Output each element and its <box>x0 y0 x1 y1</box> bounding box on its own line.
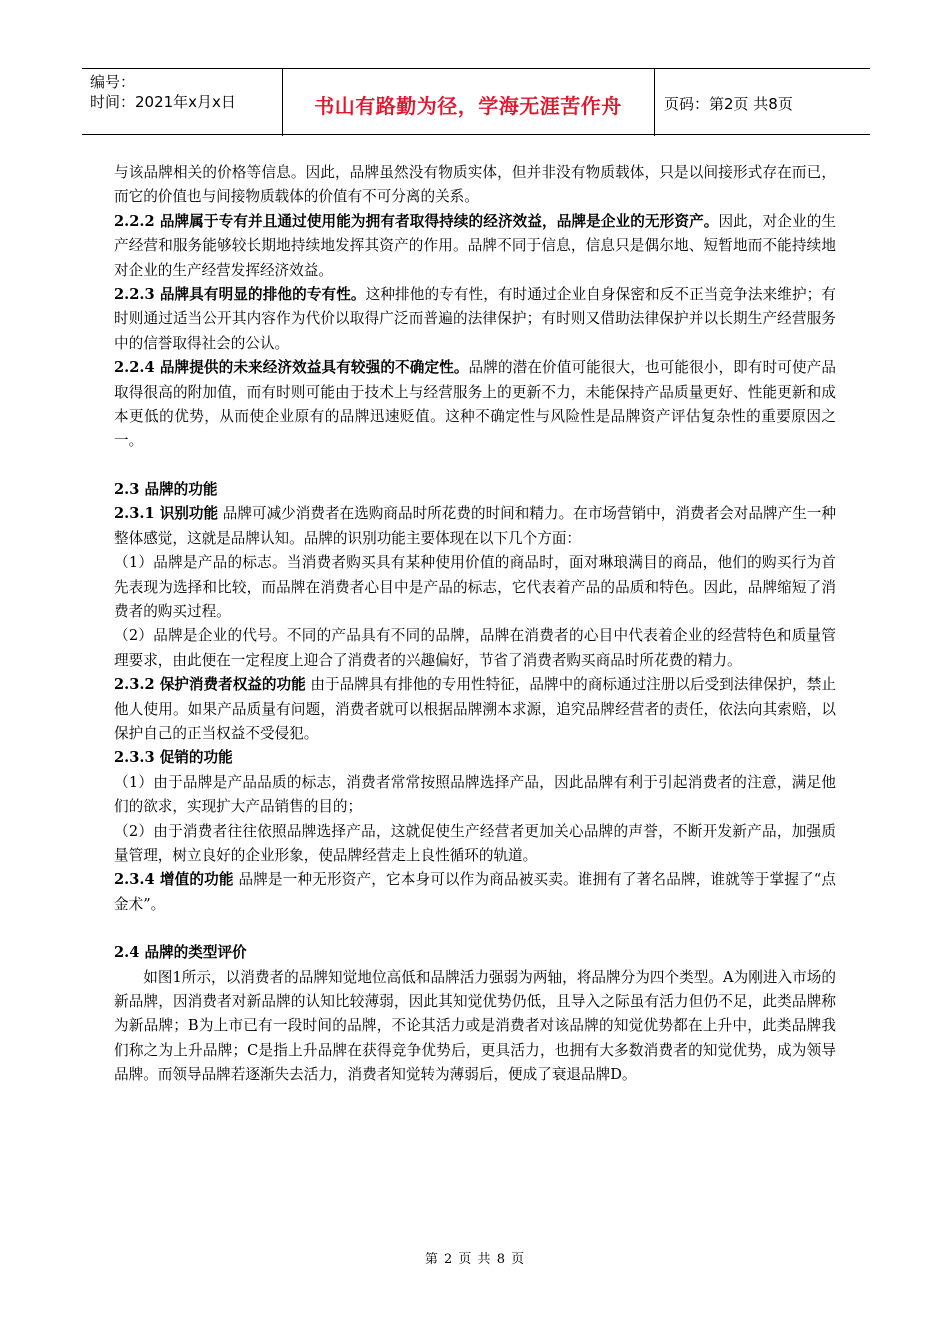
header-motto: 书山有路勤为径，学海无涯苦作舟 <box>314 94 622 118</box>
section-heading: 2.3.4 增值的功能 <box>114 871 234 889</box>
header-divider-right <box>654 68 655 136</box>
section-text: 这种排他的专有性，有时通过企业自身保密和反不正当竞争法来维护；有时则通过适当公开其内容作为代价以取得广泛而普遍的法律保护；有时则又借助法律保护并以长期生产经营服务中的信誉取得社会的公认。 <box>114 286 836 352</box>
section-heading-2-3-3: 2.3.3 促销的功能 <box>114 749 233 767</box>
section-2-2-2 <box>114 210 836 283</box>
header-top-rule <box>82 68 870 69</box>
list-item: （2）由于消费者往往依照品牌选择产品，这就促使生产经营者更加关心品牌的声誉，不断开发新产品，加强质量管理，树立良好的企业形象，使品牌经营走上良性循环的轨道。 <box>114 822 836 864</box>
section-heading: 2.2.4 品牌提供的未来经济效益具有较强的不确定性。 <box>114 359 469 377</box>
section-text: 由于品牌具有排他的专用性特征，品牌中的商标通过注册以后受到法律保护，禁止他人使用。如果产品质量有问题，消费者就可以根据品牌溯本求源，追究品牌经营者的责任，依法向其索赔，以保护自己的正当权益不受侵犯。 <box>114 676 836 742</box>
list-item: （1）由于品牌是产品品质的标志，消费者常常按照品牌选择产品，因此品牌有利于引起消费者的注意，满足他们的欲求，实现扩大产品销售的目的； <box>114 773 836 816</box>
page-header <box>82 68 870 136</box>
section-heading: 2.3.2 保护消费者权益的功能 <box>114 676 306 694</box>
section-text: 因此，对企业的生产经营和服务能够较长期地持续地发挥其资产的作用。品牌不同于信息，信息只是偶尔地、短暂地而不能持续地对企业的生产经营发挥经济效益。 <box>114 212 836 279</box>
section-2-3-1 <box>114 502 836 551</box>
section-text: 品牌可减少消费者在选购商品时所花费的时间和精力。在市场营销中，消费者会对品牌产生一种整体感觉，这就是品牌认知。品牌的识别功能主要体现在以下几个方面： <box>114 505 836 547</box>
date-label: 时间：2021年x月x日 <box>90 93 236 111</box>
header-bottom-rule <box>82 134 870 135</box>
page-footer: 第 2 页 共 8 页 <box>424 1252 526 1267</box>
section-2-3-2 <box>114 673 836 746</box>
header-page-label: 页码：第2页 共8页 <box>664 95 793 113</box>
section-text: 品牌是一种无形资产，它本身可以作为商品被买卖。谁拥有了著名品牌，谁就等于掌握了“点金术”。 <box>114 871 836 913</box>
list-item: （1）品牌是产品的标志。当消费者购买具有某种使用价值的商品时，面对琳琅满目的商品，他们的购买行为首先表现为选择和比较，而品牌在消费者心目中是产品的标志，它代表着产品的品质和特色。因此，品牌缩短了消费者的购买过程。 <box>114 554 836 620</box>
section-2-2-4 <box>114 356 836 454</box>
section-text: 品牌的潜在价值可能很大，也可能很小，即有时可使产品取得很高的附加值，而有时则可能由于技术上与经营服务上的更新不力，未能保持产品质量更好、性能更新和成本更低的优势，从而使企业原有的品牌迅速贬值。这种不确定性与风险性是品牌资产评估复杂性的重要原因之一。 <box>114 359 836 450</box>
section-heading: 2.2.2 品牌属于专有并且通过使用能为拥有者取得持续的经济效益，品牌是企业的无形资产。 <box>114 212 719 230</box>
section-heading: 2.2.3 品牌具有明显的排他的专有性。 <box>114 286 366 304</box>
header-meta <box>90 72 236 112</box>
paragraph: 如图1所示，以消费者的品牌知觉地位高低和品牌活力强弱为两轴，将品牌分为四个类型。A为刚进入市场的新品牌，因消费者对新品牌的认知比较薄弱，因此其知觉优势仍低，且导入之际虽有活力但仍不足，此类品牌称为新品牌；B为上市已有一段时间的品牌，不论其活力或是消费者对该品牌的知觉优势都在上升中，此类品牌我们称之为上升品牌；C是指上升品牌在获得竞争优势后，更具活力，也拥有大多数消费者的知觉优势，成为领导品牌。而领导品牌若逐渐失去活力，消费者知觉转为薄弱后，便成了衰退品牌D。 <box>114 968 836 1084</box>
paragraph: 与该品牌相关的价格等信息。因此，品牌虽然没有物质实体，但并非没有物质载体，只是以间接形式存在而已，而它的价值也与间接物质载体的价值有不可分离的关系。 <box>114 164 836 206</box>
list-item: （2）品牌是企业的代号。不同的产品具有不同的品牌，品牌在消费者的心目中代表着企业的经营特色和质量管理要求，由此便在一定程度上迎合了消费者的兴趣偏好，节省了消费者购买商品时所花费的精力。 <box>114 627 836 669</box>
section-heading: 2.3.1 识别功能 <box>114 505 219 523</box>
section-title-2-4: 2.4 品牌的类型评价 <box>114 944 247 962</box>
section-title-2-3: 2.3 品牌的功能 <box>114 480 218 498</box>
section-2-2-3 <box>114 283 836 356</box>
number-label: 编号： <box>90 73 136 91</box>
section-2-3-4 <box>114 868 836 917</box>
document-body <box>114 161 836 1088</box>
